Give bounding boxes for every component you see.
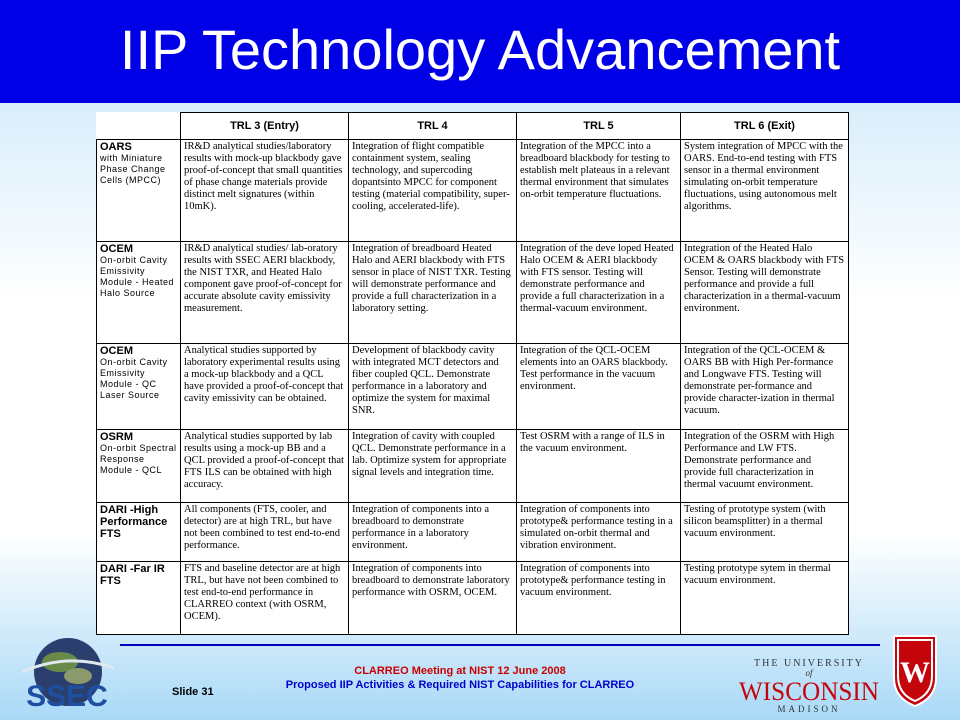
footer-subtitle: Proposed IIP Activities & Required NIST Capabilities for CLARREO: [285, 679, 635, 691]
trl-table: [96, 112, 849, 635]
table-cell: Integration of components into prototype& performance testing in vacuum environment.: [517, 562, 681, 635]
table-cell: Testing prototype sytem in thermal vacuum environment.: [681, 562, 849, 635]
table-cell: Integration of the QCL-OCEM elements into an OARS blackbody. Test performance in the vacuum environment.: [517, 344, 681, 430]
row-label: [97, 562, 181, 635]
uw-crest-icon: [890, 630, 940, 710]
table-row: [97, 430, 849, 503]
ssec-logo-text: SSEC: [26, 680, 108, 712]
uw-of-text: of: [805, 668, 813, 678]
header-trl6: TRL 6 (Exit): [681, 113, 849, 140]
ssec-logo: [16, 632, 118, 712]
header-trl5: TRL 5: [517, 113, 681, 140]
table-cell: Integration of the deve loped Heated Halo OCEM & AERI blackbody with FTS sensor. Testing will demonstrate performance and provide a full characterization in a thermal-vacuum environment.: [517, 242, 681, 344]
table-cell: Integration of the MPCC into a breadboard blackbody for testing to establish melt plateaus in a relevant thermal environment that simulates on-orbit temperature fluctuations.: [517, 140, 681, 242]
uw-main-text: WISCONSIN: [739, 677, 880, 706]
table-cell: Integration of components into a breadboard to demonstrate performance in a laboratory environment.: [349, 503, 517, 562]
table-cell: Test OSRM with a range of ILS in the vacuum environment.: [517, 430, 681, 503]
table-cell: FTS and baseline detector are at high TRL, but have not been combined to test end-to-end performance in CLARREO context (with OSRM, OCEM).: [181, 562, 349, 635]
table-cell: Integration of components into breadboard to demonstrate laboratory performance with OSRM, OCEM.: [349, 562, 517, 635]
row-label: [97, 140, 181, 242]
table-cell: Analytical studies supported by lab results using a mock-up BB and a QCL provided a proof-of-concept that FTS ILS can be obtained with high accuracy.: [181, 430, 349, 503]
table-header-row: [97, 113, 849, 140]
row-subtitle: On-orbit Cavity Emissivity Module - QC Laser Source: [100, 357, 168, 400]
row-name: OARS: [100, 141, 132, 153]
row-name: OCEM: [100, 345, 133, 357]
row-subtitle: On-orbit Cavity Emissivity Module - Heated Halo Source: [100, 255, 175, 298]
table-cell: Development of blackbody cavity with integrated MCT detectors and fiber coupled QCL. Demonstrate performance in a laboratory and optimize the system for maximal SNR.: [349, 344, 517, 430]
table-cell: Integration of the OSRM with High Performance and LW FTS. Demonstrate performance and provide full characterization in thermal vacuumt environment.: [681, 430, 849, 503]
row-name: DARI -High Performance FTS: [100, 504, 168, 540]
slide-number: Slide 31: [172, 686, 214, 698]
row-name: OCEM: [100, 243, 133, 255]
table-row: [97, 503, 849, 562]
table-cell: Integration of components into prototype& performance testing in a simulated on-orbit thermal and vibration environment.: [517, 503, 681, 562]
row-name: DARI -Far IR FTS: [100, 563, 165, 587]
table-cell: Integration of the QCL-OCEM & OARS BB with High Per-formance and Longwave FTS. Testing will demonstrate per-formance and provide character-ization in thermal vacuum.: [681, 344, 849, 430]
row-label: [97, 344, 181, 430]
row-subtitle: On-orbit Spectral Response Module - QCL: [100, 443, 177, 475]
table-cell: IR&D analytical studies/ lab-oratory results with SSEC AERI blackbody, the NIST TXR, and Heated Halo component gave proof-of-concept for accurate absolute cavity emissivity measurement.: [181, 242, 349, 344]
crest-letter: W: [900, 656, 930, 689]
header-trl4: TRL 4: [349, 113, 517, 140]
footer-meeting: CLARREO Meeting at NIST 12 June 2008: [354, 665, 566, 677]
slide-title: IIP Technology Advancement: [119, 18, 841, 81]
table-cell: Analytical studies supported by laboratory experimental results using a mock-up blackbody and a QCL have provided a proof-of-concept that cavity emissivity can be obtained.: [181, 344, 349, 430]
table-cell: IR&D analytical studies/laboratory results with mock-up blackbody gave proof-of-concept that small quantities of phase change materials provide distinct melt signatures (within 10mK).: [181, 140, 349, 242]
table-row: [97, 242, 849, 344]
table-cell: Integration of breadboard Heated Halo and AERI blackbody with FTS sensor in place of NIST TXR. Testing will demonstrate performance and provide a full characterization in a laboratory setting.: [349, 242, 517, 344]
table-row: [97, 344, 849, 430]
row-label: [97, 430, 181, 503]
row-label: [97, 503, 181, 562]
header-trl3: TRL 3 (Entry): [181, 113, 349, 140]
footer-divider: [120, 644, 880, 646]
uw-top-text: THE UNIVERSITY: [754, 658, 864, 669]
uw-wordmark: [736, 656, 882, 714]
table-row: [97, 140, 849, 242]
row-label: [97, 242, 181, 344]
row-subtitle: with Miniature Phase Change Cells (MPCC): [100, 153, 166, 185]
corner-cell: [97, 113, 181, 140]
uw-bottom-text: MADISON: [777, 704, 841, 714]
table-cell: System integration of MPCC with the OARS. End-to-end testing with FTS sensor in a thermal environment simulating on-orbit temperature fluctuations, using autonomous melt algorithms.: [681, 140, 849, 242]
table-cell: Testing of prototype system (with silicon beamsplitter) in a thermal vacuum environment.: [681, 503, 849, 562]
table-cell: All components (FTS, cooler, and detector) are at high TRL, but have not been combined to test end-to-end performance.: [181, 503, 349, 562]
table-cell: Integration of the Heated Halo OCEM & OARS blackbody with FTS Sensor. Testing will demonstrate performance and provide a full characterization in a thermal-vacuum environment.: [681, 242, 849, 344]
table-cell: Integration of flight compatible containment system, sealing technology, and supercoding dopantsinto MPCC for component testing (material compatibility, super-cooling, accelerated-life).: [349, 140, 517, 242]
table-cell: Integration of cavity with coupled QCL. Demonstrate performance in a lab. Optimize system for appropriate signal levels and integration time.: [349, 430, 517, 503]
table-row: [97, 562, 849, 635]
row-name: OSRM: [100, 431, 133, 443]
